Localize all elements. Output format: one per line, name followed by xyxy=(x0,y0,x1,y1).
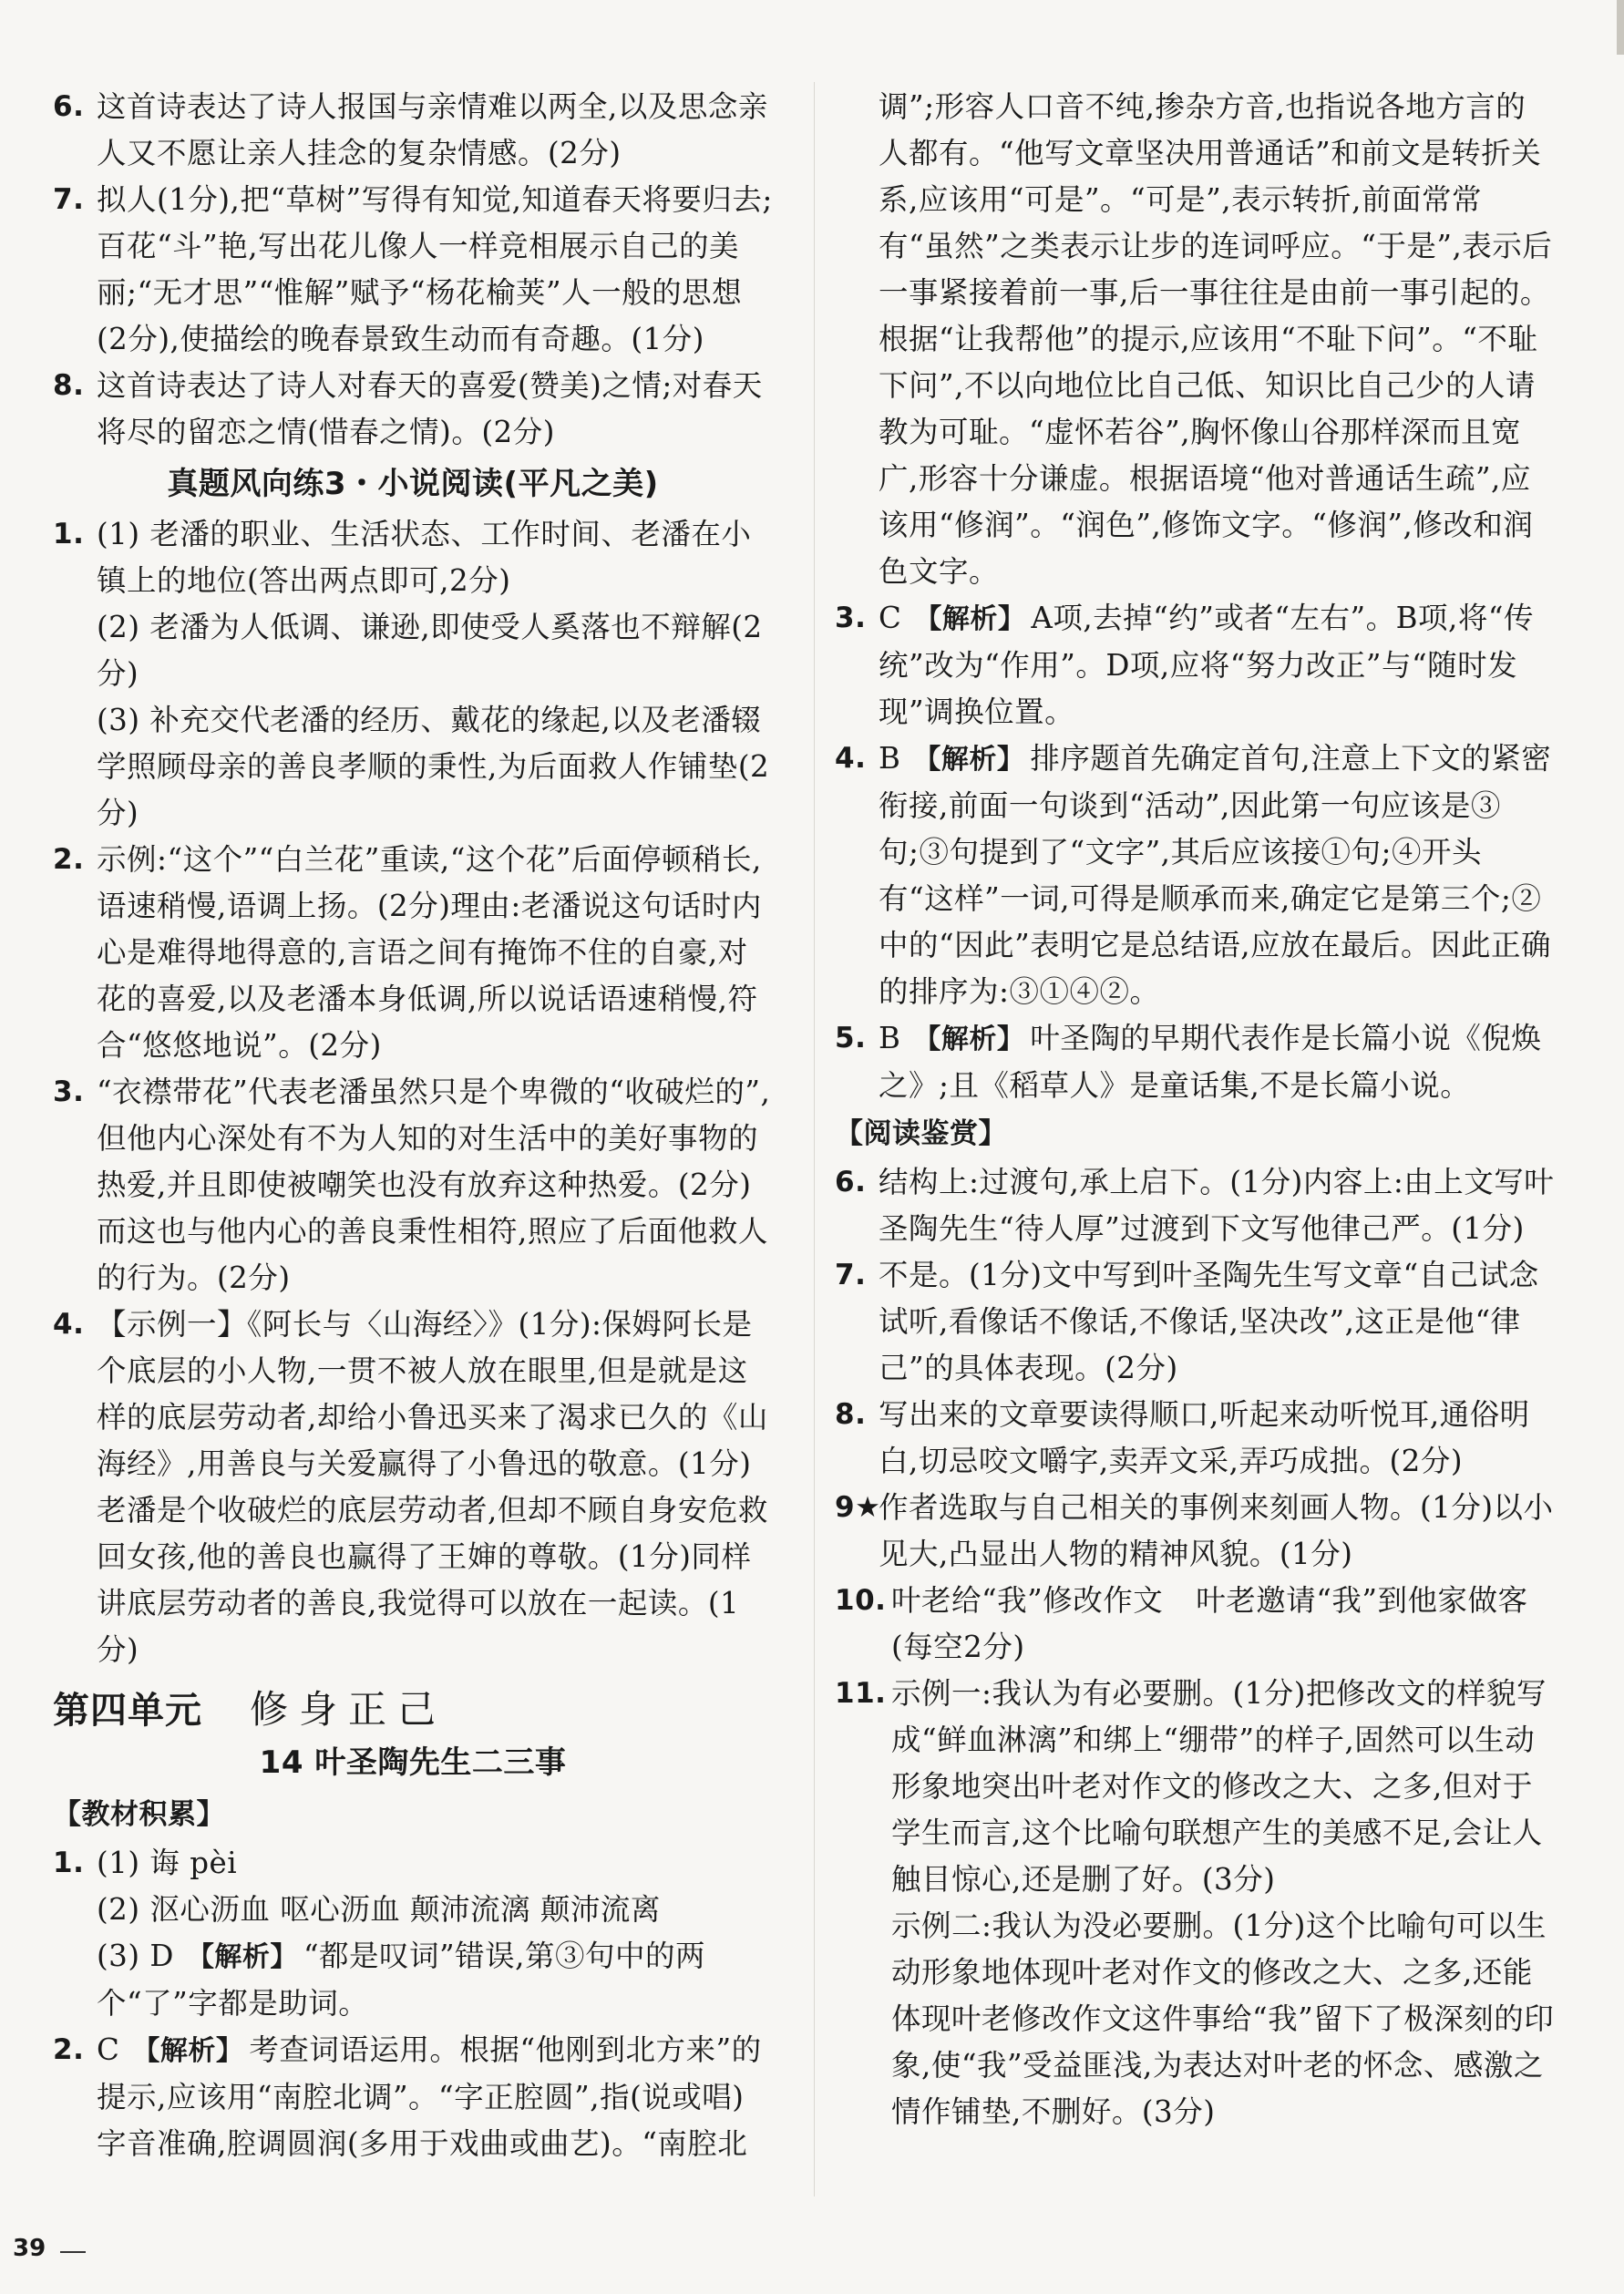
item-text: 拟人(1分),把“草树”写得有知觉,知道春天将要归去;百花“斗”艳,写出花儿像人一样竞相展示自己的美丽;“无才思”“惟解”赋予“杨花榆荚”人一般的思想(2分),使描绘的晚春景致生动而有奇趣。(1分) xyxy=(97,182,773,356)
answer-item xyxy=(835,1252,1555,1392)
item-text: 示例:“这个”“白兰花”重读,“这个花”后面停顿稍长,语速稍慢,语调上扬。(2分)理由:老潘说这句话时内心是难得地得意的,言语之间有掩饰不住的自豪,对花的喜爱,以及老潘本身低调,所以说话语速稍慢,符合“悠悠地说”。(2分) xyxy=(97,842,762,1063)
sub-answer xyxy=(97,1933,773,2027)
answer-item xyxy=(53,1840,773,2027)
item-text: 作者选取与自己相关的事例来刻画人物。(1分)以小见大,凸显出人物的精神风貌。(1分) xyxy=(879,1490,1554,1571)
item-text: 写出来的文章要读得顺口,听起来动听悦耳,通俗明白,切忌咬文嚼字,卖弄文采,弄巧成拙。(2分) xyxy=(879,1397,1530,1478)
lesson-title: 14 叶圣陶先生二三事 xyxy=(259,1744,567,1781)
answer-item xyxy=(53,84,773,177)
item-number: 7. xyxy=(835,1259,867,1291)
item-number: 5. xyxy=(835,1022,867,1054)
answer-choice: C xyxy=(879,601,902,635)
answer-item xyxy=(53,2027,773,2167)
analysis-label: 【解析】 xyxy=(186,1941,298,1973)
unit-name: 第四单元 xyxy=(53,1690,202,1732)
score-note: (每空2分) xyxy=(891,1630,1025,1664)
item-number: 3. xyxy=(835,602,867,634)
analysis-label: 【解析】 xyxy=(914,603,1026,635)
sub-answer: 示例二:我认为没必要删。(1分)这个比喻句可以生动形象地体现叶老对作文的修改之大、之多,还能体现叶老修改作文这件事给“我”留下了极深刻的印象,使“我”受益匪浅,为表达对叶老的怀念、感激之情作铺垫,不删好。(3分) xyxy=(891,1908,1555,2129)
item-number: 2. xyxy=(53,2033,85,2066)
item-number: 8. xyxy=(53,369,85,402)
answer-item xyxy=(53,1301,773,1673)
item-number: 6. xyxy=(835,1166,867,1198)
sub-answer: (2) 老潘为人低调、谦逊,即使受人奚落也不辩解(2分) xyxy=(97,610,763,691)
section-tag: 【阅读鉴赏】 xyxy=(835,1117,1007,1150)
answer-item xyxy=(53,511,773,837)
answer-item xyxy=(53,1069,773,1301)
answer-item xyxy=(835,1015,1555,1109)
unit-subtitle: 修身正己 xyxy=(250,1687,447,1732)
answer-choice: B xyxy=(879,741,901,776)
sub-answer: (2) 沤心沥血 呕心沥血 颠沛流漓 颠沛流离 xyxy=(97,1892,661,1927)
page-number: 39 xyxy=(13,2235,46,2262)
answer-choice: B xyxy=(879,1021,901,1055)
item-number: 11. xyxy=(835,1677,887,1710)
item-number: 7. xyxy=(53,183,85,216)
analysis-text: 调”;形容人口音不纯,掺杂方音,也指说各地方言的人都有。“他写文章坚决用普通话”和前文是转折关系,应该用“可是”。“可是”,表示转折,前面常常有“虽然”之类表示让步的连词呼应。“于是”,表示后一事紧接着前一事,后一事往往是由前一事引起的。根据“让我帮他”的提示,应该用“不耻下问”。“不耻下问”,不以向地位比自己低、知识比自己少的人请教为可耻。“虚怀若谷”,胸怀像山谷那样深而且宽广,形容十分谦虚。根据语境“他对普通话生疏”,应该用“修润”。“润色”,修饰文字。“修润”,修改和润色文字。 xyxy=(879,89,1553,589)
item-text: “衣襟带花”代表老潘虽然只是个卑微的“收破烂的”,但他内心深处有不为人知的对生活中的美好事物的热爱,并且即使被嘲笑也没有放弃这种热爱。(2分)而这也与他内心的善良秉性相符,照应了后面他救人的行为。(2分) xyxy=(97,1075,771,1295)
item-number: 6. xyxy=(53,90,85,123)
answer-item xyxy=(835,595,1555,736)
item-text: 不是。(1分)文中写到叶圣陶先生写文章“自己试念试听,看像话不像话,不像话,坚决改”,这正是他“律己”的具体表现。(2分) xyxy=(879,1258,1539,1385)
item-text: 这首诗表达了诗人对春天的喜爱(赞美)之情;对春天将尽的留恋之情(惜春之情)。(2分) xyxy=(97,368,763,449)
answer-item xyxy=(835,1485,1555,1578)
item-number: 8. xyxy=(835,1398,867,1431)
answer-item xyxy=(835,1392,1555,1485)
answer-item xyxy=(835,736,1555,1015)
blank-answer: 叶老邀请“我”到他家做客 xyxy=(1196,1583,1528,1618)
sub-answer: (1) 老潘的职业、生活状态、工作时间、老潘在小镇上的地位(答出两点即可,2分) xyxy=(97,517,752,598)
item-number: 2. xyxy=(53,843,85,876)
blank-answer: 叶老给“我”修改作文 xyxy=(891,1583,1164,1618)
section-tag: 【教材积累】 xyxy=(53,1798,225,1831)
sub-answer-choice: (3) D xyxy=(97,1939,174,1973)
answer-choice: C xyxy=(97,2032,120,2067)
analysis-text: 排序题首先确定首句,注意上下文的紧密衔接,前面一句谈到“活动”,因此第一句应该是③句;③句提到了“文字”,其后应该接①句;④开头有“这样”一词,可得是顺承而来,确定它是第三个;②中的“因此”表明它是总结语,应放在最后。因此正确的排序为:③①④②。 xyxy=(879,741,1552,1009)
column-divider xyxy=(814,82,815,2196)
right-column xyxy=(835,84,1555,2135)
item-number: 9★ xyxy=(835,1491,881,1524)
analysis-text: 考查词语运用。根据“他刚到北方来”的提示,应该用“南腔北调”。“字正腔圆”,指(说或唱)字音准确,腔调圆润(多用于戏曲或曲艺)。“南腔北 xyxy=(97,2032,762,2161)
answer-item xyxy=(835,1578,1555,1671)
answer-item xyxy=(53,363,773,456)
left-column xyxy=(53,84,773,2167)
item-number: 4. xyxy=(53,1308,85,1341)
answer-item xyxy=(835,1159,1555,1252)
sub-answer: (3) 补充交代老潘的经历、戴花的缘起,以及老潘辍学照顾母亲的善良孝顺的秉性,为后面救人作铺垫(2分) xyxy=(97,703,770,830)
item-text: 这首诗表达了诗人报国与亲情难以两全,以及思念亲人又不愿让亲人挂念的复杂情感。(2分) xyxy=(97,89,768,170)
page-number-rule xyxy=(60,2251,86,2253)
unit-title xyxy=(53,1686,773,1734)
item-text: 【示例一】《阿长与〈山海经〉》(1分):保姆阿长是个底层的小人物,一贯不被人放在眼里,但是就是这样的底层劳动者,却给小鲁迅买来了渴求已久的《山海经》,用善良与关爱赢得了小鲁迅的敬意。(1分)老潘是个收破烂的底层劳动者,但却不顾自身安危救回女孩,他的善良也赢得了王婶的尊敬。(1分)同样讲底层劳动者的善良,我觉得可以放在一起读。(1分) xyxy=(97,1307,768,1667)
answer-item xyxy=(53,837,773,1069)
answer-item xyxy=(53,177,773,363)
section-title: 真题风向练3・小说阅读(平凡之美) xyxy=(167,466,659,502)
analysis-text: 叶圣陶的早期代表作是长篇小说《倪焕之》;且《稻草人》是童话集,不是长篇小说。 xyxy=(879,1021,1542,1103)
analysis-text: A项,去掉“约”或者“左右”。B项,将“传统”改为“作用”。D项,应将“努力改正”与“随时发现”调换位置。 xyxy=(879,601,1534,729)
item-number: 10. xyxy=(835,1584,887,1617)
analysis-text: “都是叹词”错误,第③句中的两个“了”字都是助词。 xyxy=(97,1939,705,2021)
analysis-label: 【解析】 xyxy=(913,1024,1025,1055)
analysis-label: 【解析】 xyxy=(132,2035,244,2067)
page-edge-mark xyxy=(1617,0,1624,55)
sub-answer: 示例一:我认为有必要删。(1分)把修改文的样貌写成“鲜血淋漓”和绑上“绷带”的样子,固然可以生动形象地突出叶老对作文的修改之大、之多,但对于学生而言,这个比喻句联想产生的美感不足,会让人触目惊心,还是删了好。(3分) xyxy=(891,1676,1547,1897)
answer-item xyxy=(835,1671,1555,2135)
item-number: 4. xyxy=(835,742,867,775)
item-number: 1. xyxy=(53,518,85,550)
analysis-label: 【解析】 xyxy=(913,744,1025,776)
answer-item-continued xyxy=(835,84,1555,595)
item-number: 1. xyxy=(53,1847,85,1879)
item-text: 结构上:过渡句,承上启下。(1分)内容上:由上文写叶圣陶先生“待人厚”过渡到下文写他律己严。(1分) xyxy=(879,1165,1555,1246)
item-number: 3. xyxy=(53,1075,85,1108)
sub-answer: (1) 诲 pèi xyxy=(97,1846,238,1880)
